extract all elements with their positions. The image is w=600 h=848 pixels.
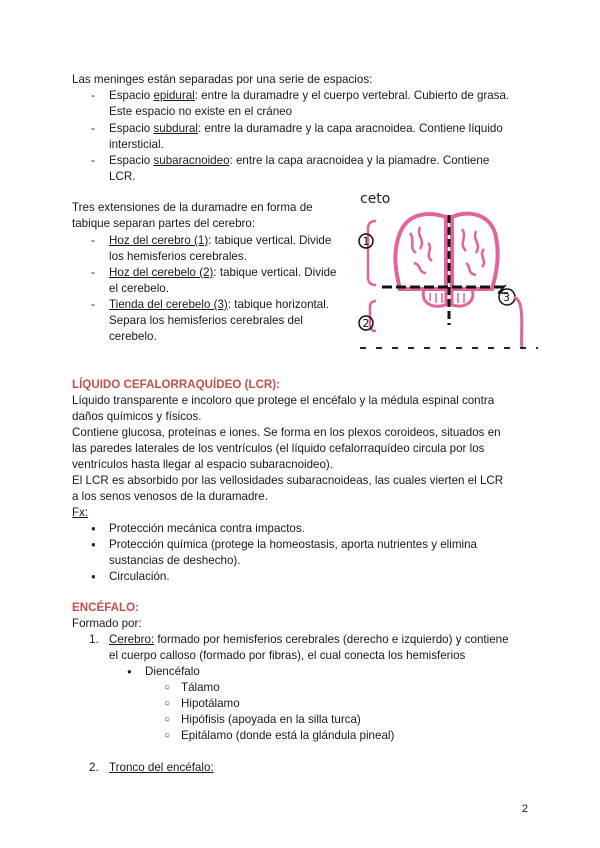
figure-label-2: 2 — [362, 317, 370, 330]
list-item-continuation: Este espacio no existe en el cráneo — [109, 105, 293, 118]
paragraph-line: las paredes laterales de los ventrículos (el líquido cefalorraquídeo circula por los — [72, 442, 485, 455]
paragraph-line: a los senos venosos de la duramadre. — [72, 490, 268, 503]
meninges-intro: Las meninges están separadas por una serie de espacios: — [72, 73, 373, 86]
right-hemisphere — [452, 214, 498, 289]
list-item: ● Protección química (protege la homeostasis, aporta nutrientes y elimina — [109, 537, 477, 553]
figure-label-3: 3 — [503, 291, 510, 304]
list-item: - Espacio subaracnoideo: entre la capa aracnoidea y la piamadre. Contiene — [109, 153, 489, 169]
list-item: Cerebro: formado por hemisferios cerebrales (derecho e izquierdo) y contiene — [109, 633, 509, 646]
list-item-continuation: cerebelo. — [109, 330, 157, 343]
list-item: - Hoz del cerebelo (2): tabique vertical. Divide — [109, 265, 337, 281]
sub-list-item: ● Diencéfalo — [145, 664, 200, 680]
paragraph-line: Contiene glucosa, proteínas e iones. Se forma en los plexos coroideos, situados en — [72, 426, 501, 439]
list-item-continuation: los hemisferios cerebrales. — [109, 250, 247, 263]
paragraph-line: daños químicos y físicos. — [72, 410, 202, 423]
encefalo-intro: Formado por: — [72, 617, 142, 630]
dura-intro: Tres extensiones de la duramadre en forma de — [72, 201, 313, 214]
page-number: 2 — [521, 803, 528, 815]
list-item-continuation: el cerebelo. — [109, 282, 169, 295]
list-item: Tronco del encéfalo: — [109, 761, 214, 774]
sub-sub-list-item: ○ Epitálamo (donde está la glándula pineal) — [181, 728, 394, 744]
section-heading-lcr: LÍQUIDO CEFALORRAQUÍDEO (LCR): — [72, 378, 281, 391]
sub-sub-list-item: ○ Hipotálamo — [181, 696, 240, 712]
figure-top-text: ceto — [360, 193, 391, 207]
list-item-continuation: el cuerpo calloso (formado por fibras), el cual conecta los hemisferios — [109, 649, 466, 662]
sub-sub-list-item: ○ Hipófisis (apoyada en la silla turca) — [181, 712, 361, 728]
paragraph-line: Líquido transparente e incoloro que protege el encéfalo y la médula espinal contra — [72, 394, 495, 407]
list-item-continuation: LCR. — [109, 170, 136, 183]
list-number: 2. — [89, 761, 99, 774]
sub-sub-list-item: ○ Tálamo — [181, 680, 220, 696]
list-item: - Tienda del cerebelo (3): tabique horizontal. — [109, 297, 329, 313]
cerebellum-right — [452, 289, 473, 306]
list-item-continuation: sustancias de deshecho). — [109, 554, 241, 567]
list-number: 1. — [89, 633, 99, 646]
list-item: - Espacio epidural: entre la duramadre y el cuerpo vertebral. Cubierto de grasa. — [109, 88, 509, 104]
list-item-continuation: intersticial. — [109, 138, 164, 151]
left-hemisphere — [395, 214, 446, 289]
dura-intro-cont: tabique separan partes del cerebro: — [72, 217, 256, 230]
section-heading-encefalo: ENCÉFALO: — [72, 601, 139, 614]
fx-label: Fx: — [72, 506, 89, 519]
figure-label-1: 1 — [362, 235, 370, 248]
list-item: ● Protección mecánica contra impactos. — [109, 521, 305, 537]
paragraph-line: El LCR es absorbido por las vellosidades subaracnoideas, las cuales vierten el LCR — [72, 474, 504, 487]
list-item: ● Circulación. — [109, 569, 170, 585]
brain-sketch-figure — [358, 193, 542, 351]
list-item-continuation: Separa los hemisferios cerebrales del — [109, 314, 303, 327]
paragraph-line: ventrículos hasta llegar al espacio subaracnoideo). — [72, 458, 334, 471]
list-item: - Hoz del cerebro (1): tabique vertical. Divide — [109, 233, 331, 249]
list-item: - Espacio subdural: entre la duramadre y la capa aracnoidea. Contiene líquido — [109, 121, 503, 137]
